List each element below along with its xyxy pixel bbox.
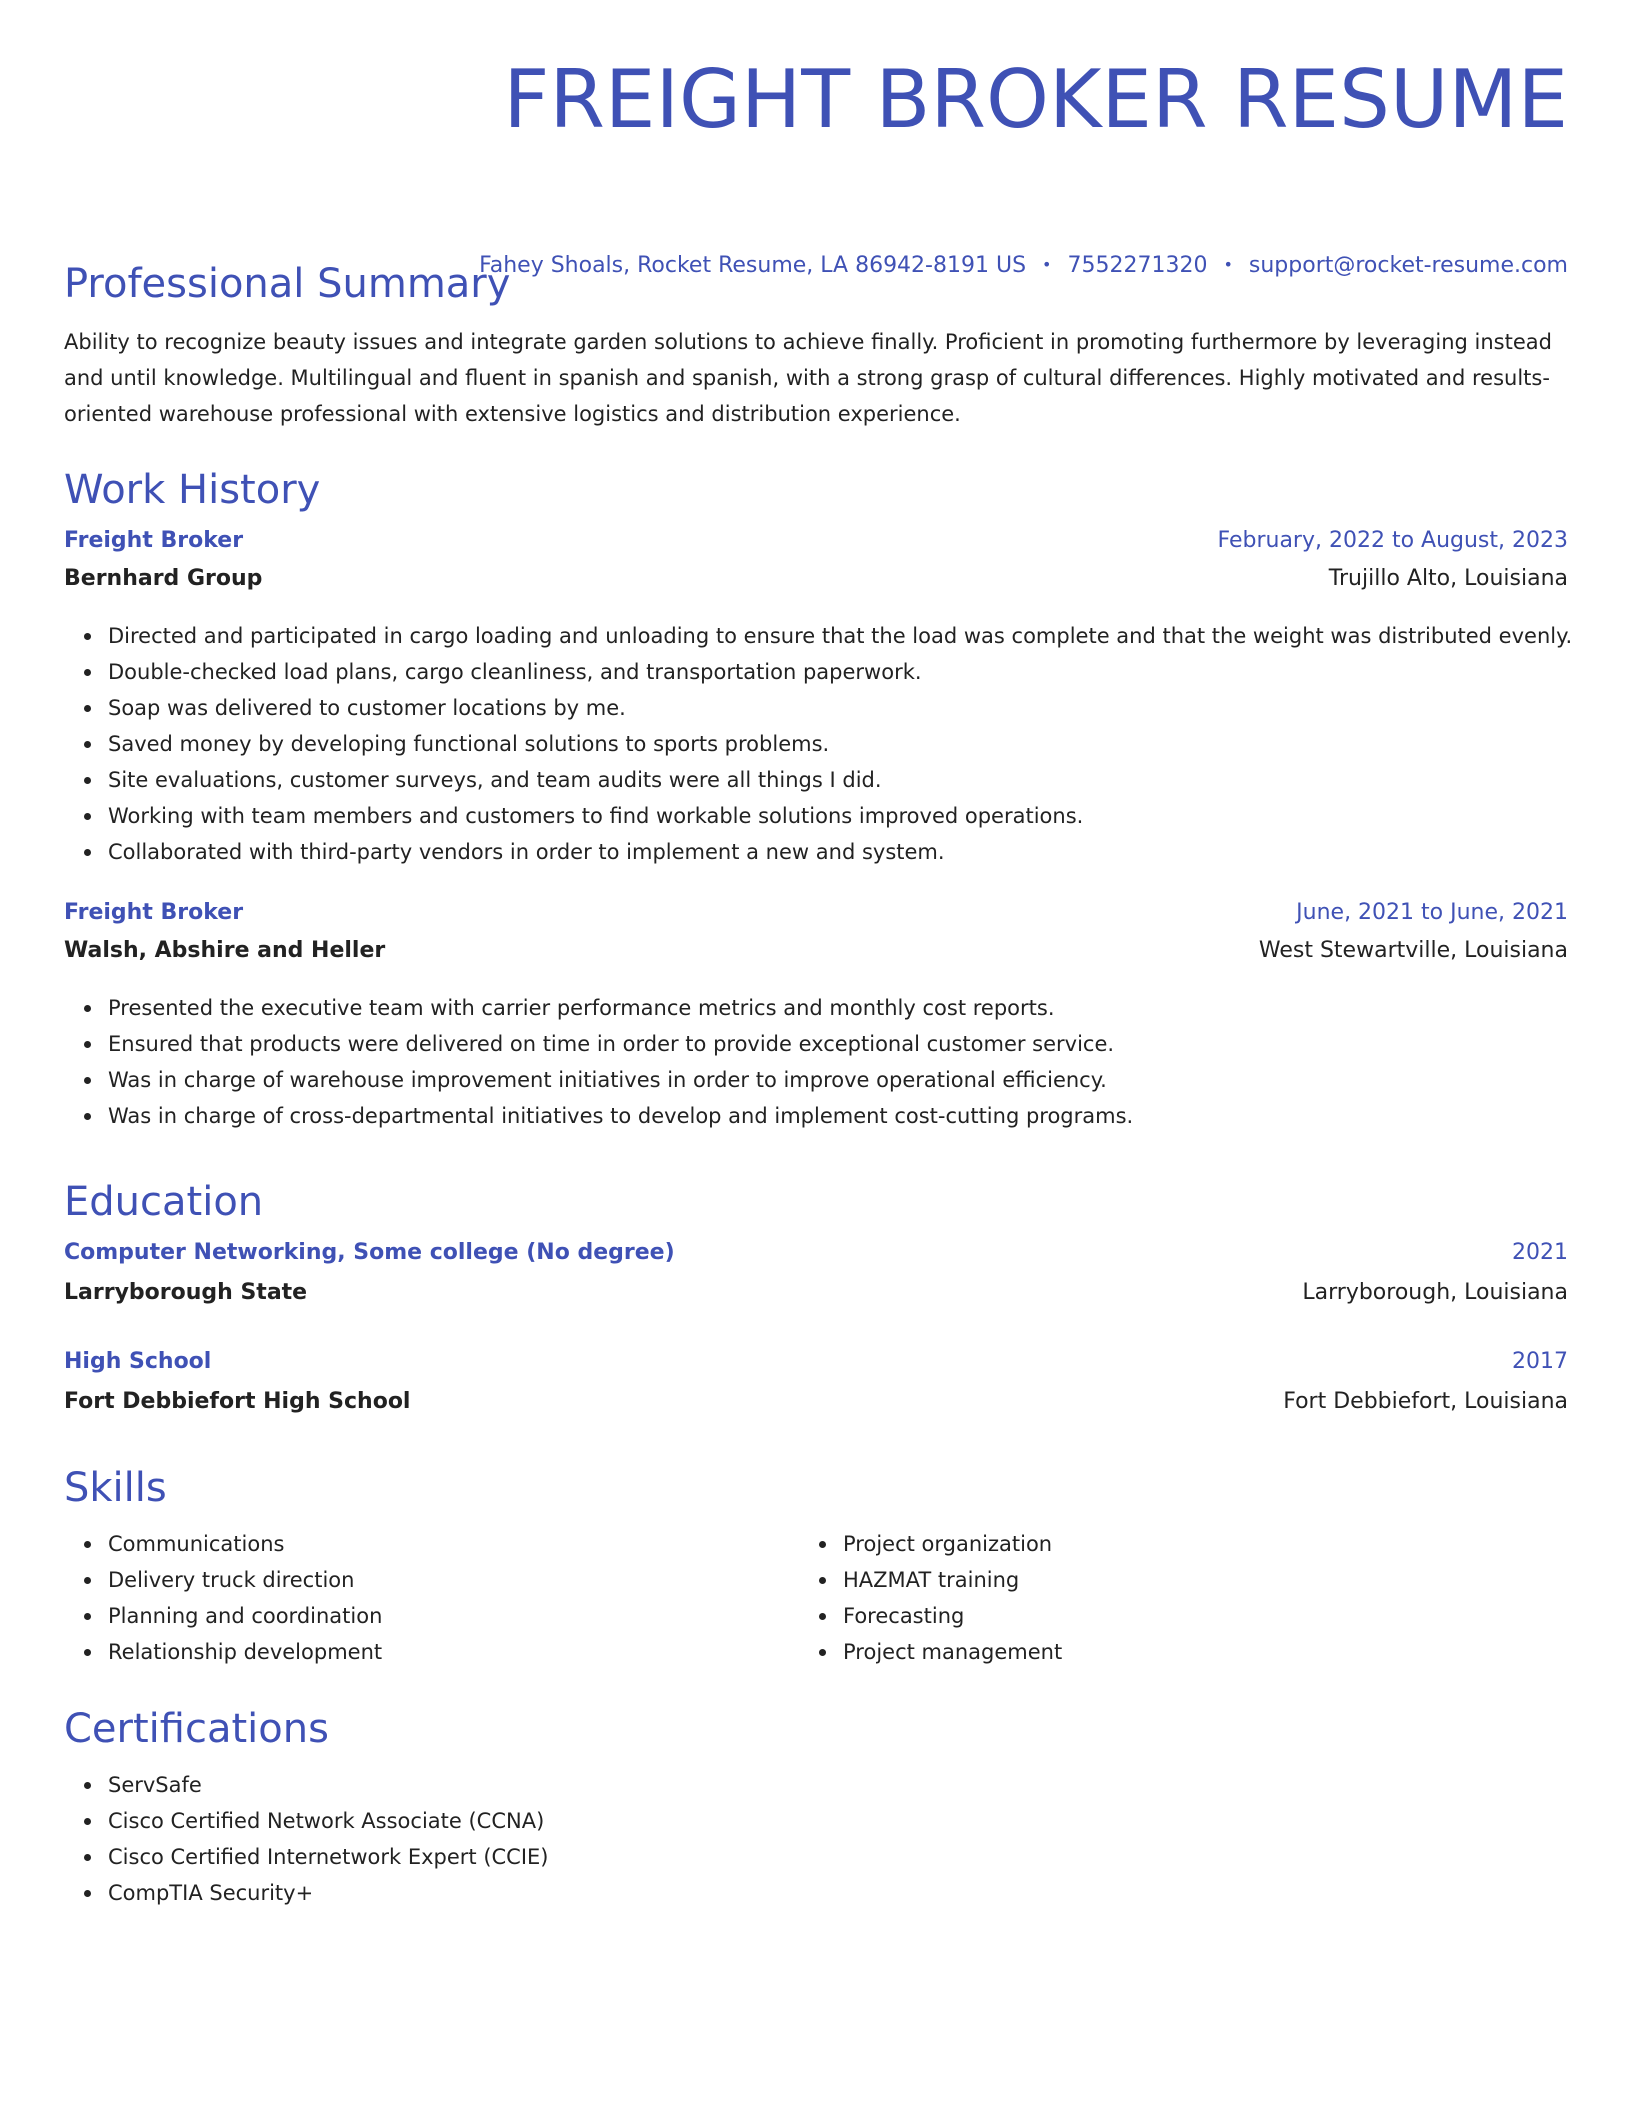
certifications-heading: Certifications: [64, 1706, 329, 1752]
job-location: Trujillo Alto, Louisiana: [1328, 566, 1568, 591]
skills-list: [799, 1526, 1534, 1670]
list-item: Ensured that products were delivered on time in order to provide exceptional customer service.: [108, 1026, 1568, 1062]
list-item: Project organization: [843, 1526, 1534, 1562]
education-school-row: [64, 1389, 1568, 1429]
education-degree: High School: [64, 1349, 212, 1374]
job-dates: February, 2022 to August, 2023: [1217, 528, 1568, 553]
job-company: Walsh, Abshire and Heller: [64, 938, 386, 963]
list-item: ServSafe: [108, 1767, 1568, 1803]
list-item: CompTIA Security+: [108, 1875, 1568, 1911]
summary-text: Ability to recognize beauty issues and integrate garden solutions to achieve finally. Proficient in promoting furthermore by leveraging instead and until knowledge. Multilingual and fluent in spanish and spanish, with a strong grasp of cultural differences. Highly motivated and results-oriented warehouse professional with extensive logistics and distribution experience.: [64, 330, 1552, 426]
education-year: 2021: [1512, 1240, 1568, 1265]
certifications-list: [64, 1767, 1568, 1911]
list-item: Was in charge of warehouse improvement initiatives in order to improve operational efficiency.: [108, 1062, 1568, 1098]
education-entry: [64, 1240, 1568, 1320]
certifications-section: [64, 1703, 1568, 1911]
job-role: Freight Broker: [64, 528, 244, 553]
list-item: Delivery truck direction: [108, 1562, 799, 1598]
work-history-heading: Work History: [64, 467, 321, 513]
list-item: Was in charge of cross-departmental initiatives to develop and implement cost-cutting programs.: [108, 1098, 1568, 1134]
list-item: Communications: [108, 1526, 799, 1562]
skills-heading: Skills: [64, 1465, 167, 1511]
skills-column-right: [799, 1526, 1534, 1670]
list-item: Working with team members and customers to find workable solutions improved operations.: [108, 798, 1568, 834]
education-location: Fort Debbiefort, Louisiana: [1283, 1389, 1568, 1414]
list-item: Soap was delivered to customer locations by me.: [108, 690, 1568, 726]
education-degree-row: [64, 1240, 1568, 1280]
list-item: HAZMAT training: [843, 1562, 1534, 1598]
list-item: Cisco Certified Network Associate (CCNA): [108, 1803, 1568, 1839]
list-item: Forecasting: [843, 1598, 1534, 1634]
list-item: Planning and coordination: [108, 1598, 799, 1634]
education-school: Fort Debbiefort High School: [64, 1389, 411, 1414]
job-title-row: [64, 528, 1568, 566]
summary-heading: Professional Summary: [64, 261, 511, 307]
education-degree-row: [64, 1349, 1568, 1389]
list-item: Saved money by developing functional solutions to sports problems.: [108, 726, 1568, 762]
education-degree: Computer Networking, Some college (No degree): [64, 1240, 675, 1265]
education-year: 2017: [1512, 1349, 1568, 1374]
list-item: Double-checked load plans, cargo cleanliness, and transportation paperwork.: [108, 654, 1568, 690]
education-section: [64, 1176, 1568, 1429]
education-location: Larryborough, Louisiana: [1302, 1280, 1568, 1305]
job-company-row: [64, 938, 1568, 976]
summary-section: [64, 258, 1568, 432]
email-link[interactable]: support@rocket-resume.com: [1248, 253, 1568, 278]
list-item: Directed and participated in cargo loading and unloading to ensure that the load was complete and that the weight was distributed evenly.: [108, 618, 1568, 654]
address: Fahey Shoals, Rocket Resume, LA 86942-8191 US: [479, 253, 1027, 278]
list-item: Project management: [843, 1634, 1534, 1670]
skills-list: [64, 1526, 799, 1670]
skills-grid: [64, 1526, 1568, 1670]
education-school: Larryborough State: [64, 1280, 308, 1305]
job-company: Bernhard Group: [64, 566, 263, 591]
job-company-row: [64, 566, 1568, 604]
list-item: Presented the executive team with carrier performance metrics and monthly cost reports.: [108, 990, 1568, 1026]
separator-dot: •: [1042, 255, 1052, 274]
phone: 7552271320: [1067, 253, 1208, 278]
list-item: Relationship development: [108, 1634, 799, 1670]
work-history-section: [64, 464, 1573, 1134]
education-heading: Education: [64, 1179, 264, 1225]
separator-dot: •: [1223, 255, 1233, 274]
job-location: West Stewartville, Louisiana: [1258, 938, 1568, 963]
list-item: Site evaluations, customer surveys, and team audits were all things I did.: [108, 762, 1568, 798]
job-bullets: [64, 618, 1573, 870]
job-role: Freight Broker: [64, 900, 244, 925]
job-entry: [64, 900, 1568, 1134]
job-entry: [64, 528, 1573, 870]
job-title-row: [64, 900, 1568, 938]
list-item: Collaborated with third-party vendors in order to implement a new and system.: [108, 834, 1568, 870]
job-dates: June, 2021 to June, 2021: [1296, 900, 1568, 925]
resume-title: FREIGHT BROKER RESUME: [503, 53, 1568, 146]
education-school-row: [64, 1280, 1568, 1320]
job-bullets: [64, 990, 1568, 1134]
skills-column-left: [64, 1526, 799, 1670]
list-item: Cisco Certified Internetwork Expert (CCIE): [108, 1839, 1568, 1875]
skills-section: [64, 1462, 1568, 1670]
education-entry: [64, 1349, 1568, 1429]
